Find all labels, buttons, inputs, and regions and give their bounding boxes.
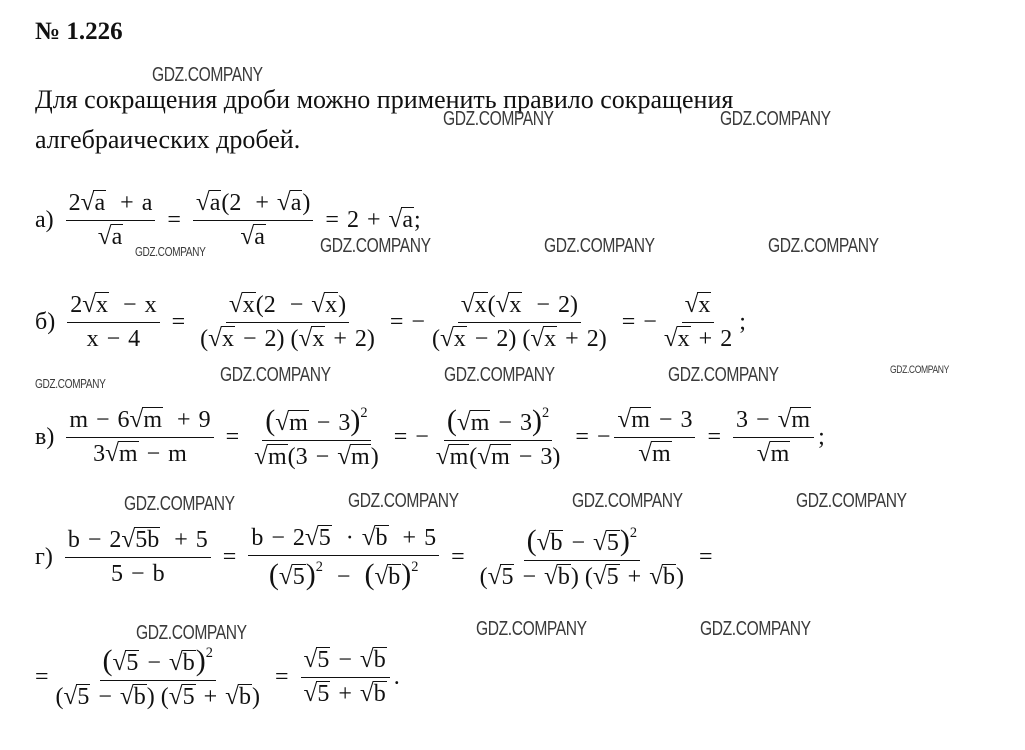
fraction-v-1: m − 6 √ m + 9 3 √ m − m [66, 407, 213, 468]
solution-g: г) b − 2 √ 5b + 5 5 − b = b − 2 √ 5 · √ b + 5 ( √ 5 )$^2$ − ( √ b )$^2$ = ( √ b − √ 5 )$^2$ ( √ 5 − √ b ) ( √ 5 + √ b ) = [35, 523, 713, 591]
fraction-b-3: √ x ( √ x − 2) ( √ x − 2) ( √ x + 2) [431, 291, 607, 352]
watermark: GDZ.COMPANY [443, 108, 554, 130]
fraction-b-1: 2 √ x − x x − 4 [67, 292, 159, 353]
watermark: GDZ.COMPANY [768, 235, 879, 257]
fraction-g-1: b − 2 √ 5b + 5 5 − b [65, 527, 211, 588]
watermark: GDZ.COMPANY [135, 244, 206, 259]
watermark: GDZ.COMPANY [720, 108, 831, 130]
fraction-g-4: ( √ 5 − √ b )$^2$ ( √ 5 − √ b ) ( √ 5 + √ b ) [55, 643, 260, 710]
watermark: GDZ.COMPANY [320, 235, 431, 257]
fraction-g-5: √ 5 − √ b √ 5 + √ b [301, 647, 390, 708]
fraction-g-2: b − 2 √ 5 · √ b + 5 ( √ 5 )$^2$ − ( √ b )$^2$ [248, 525, 439, 591]
label-v: в) [35, 424, 55, 451]
problem-title: № 1.226 [35, 18, 123, 45]
fraction-g-3: ( √ b − √ 5 )$^2$ ( √ 5 − √ b ) ( √ 5 + √ b ) [479, 523, 685, 590]
fraction-a-2: √ a (2 + √ a ) √ a [193, 190, 314, 251]
watermark: GDZ.COMPANY [35, 376, 106, 391]
solution-a: а) 2 √ a + a √ a = √ a (2 + √ a ) √ a = 2 + √ a ; [35, 189, 421, 250]
watermark: GDZ.COMPANY [444, 364, 555, 386]
fraction-b-4: √ x √ x + 2 [663, 291, 733, 352]
solution-v: в) m − 6 √ m + 9 3 √ m − m = ( √ m − 3)$^2$ √ m (3 − √ m ) = − ( √ m − 3)$^2$ √ m ( √ m − 3) = − √ m − 3 √ m = 3 − √ m √ m ; [35, 403, 825, 470]
fraction-v-2: ( √ m − 3)$^2$ √ m (3 − √ m ) [254, 403, 379, 470]
watermark: GDZ.COMPANY [544, 235, 655, 257]
label-b: б) [35, 309, 56, 335]
watermark: GDZ.COMPANY [796, 490, 907, 512]
solution-b: б) 2 √ x − x x − 4 = √ x (2 − √ x ) ( √ x − 2) ( √ x + 2) = − √ x ( √ x − 2) ( √ x − 2) ( √ x + 2) = − √ x √ x + 2 ; [35, 291, 746, 352]
watermark: GDZ.COMPANY [348, 490, 459, 512]
solution-g-continued: = ( √ 5 − √ b )$^2$ ( √ 5 − √ b ) ( √ 5 + √ b ) = √ 5 − √ b √ 5 + √ b . [35, 643, 400, 710]
fraction-b-2: √ x (2 − √ x ) ( √ x − 2) ( √ x + 2) [200, 291, 375, 352]
fraction-a-1: 2 √ a + a √ a [66, 190, 156, 251]
intro-text: Для сокращения дроби можно применить правило сокращения алгебраических дробей. [35, 85, 734, 154]
label-g: г) [35, 544, 53, 571]
watermark: GDZ.COMPANY [136, 622, 247, 644]
watermark: GDZ.COMPANY [700, 618, 811, 640]
watermark: GDZ.COMPANY [124, 493, 235, 515]
watermark: GDZ.COMPANY [152, 64, 263, 86]
watermark: GDZ.COMPANY [476, 618, 587, 640]
watermark: GDZ.COMPANY [220, 364, 331, 386]
watermark: GDZ.COMPANY [572, 490, 683, 512]
watermark: GDZ.COMPANY [890, 364, 949, 376]
fraction-v-3: ( √ m − 3)$^2$ √ m ( √ m − 3) [435, 403, 561, 470]
fraction-v-4: √ m − 3 √ m [614, 407, 695, 468]
fraction-v-5: 3 − √ m √ m [733, 407, 814, 468]
watermark: GDZ.COMPANY [668, 364, 779, 386]
label-a: а) [35, 207, 54, 233]
